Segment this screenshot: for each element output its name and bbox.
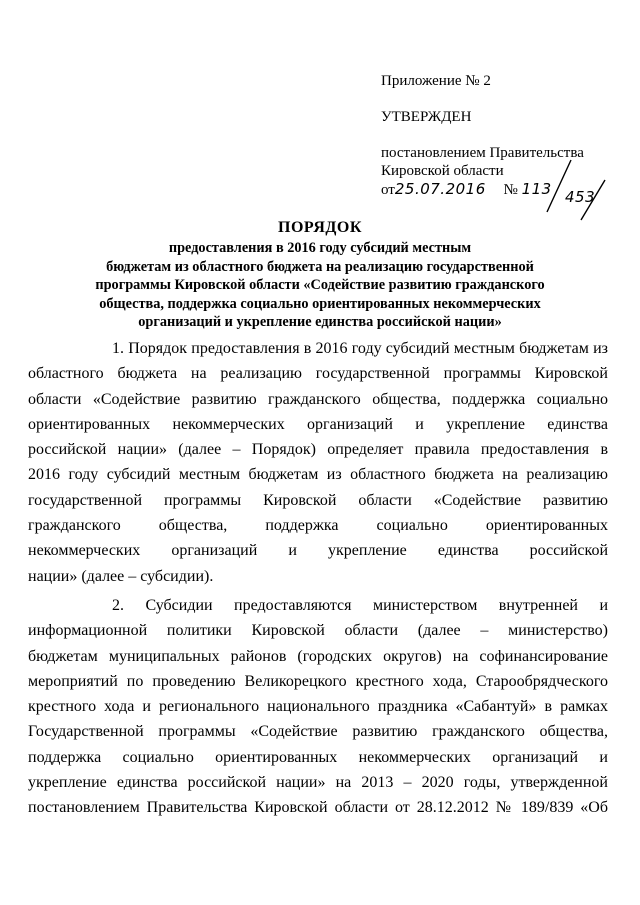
body-line: информационной политики Кировской области (далее – министерство) [28,622,608,640]
body-line: постановлением Правительства Кировской области от 28.12.2012 № 189/839 «Об [28,799,608,817]
resolution-line-1: постановлением Правительства [381,145,584,161]
body-line: 2. Субсидии предоставляются министерством внутренней и [112,596,608,614]
body-line: крестного хода и регионального национального праздника «Сабантуй» в рамках [28,698,608,716]
body-line: нации» (далее – субсидии). [28,567,214,585]
subtitle-line: предоставления в 2016 году субсидий местным [168,240,472,256]
appendix-label: Приложение № 2 [381,73,491,89]
body-line: поддержка социально ориентированных некоммерческих организаций и [28,748,608,766]
handwritten-date: 25.07.2016 [394,180,486,198]
document-body [28,336,608,821]
document-subtitle [0,239,640,332]
body-line: государственной программы Кировской области «Содействие развитию [28,491,608,509]
handwritten-number-2: 453 [565,188,596,206]
body-line: 2016 году субсидий местным бюджетам из областного бюджета на реализацию [28,466,608,484]
body-line: мероприятий по проведению Великорецкого крестного хода, Старообрядческого [28,672,608,690]
approved-label: УТВЕРЖДЕН [381,109,472,125]
body-line: укрепление единства российской нации» на 2013 – 2020 годы, утвержденной [28,774,608,792]
resolution-line-2: Кировской области [381,163,504,179]
document-heading [0,218,640,332]
body-line: российской нации» (далее – Порядок) определяет правила предоставления в [28,441,608,459]
subtitle-line: бюджетам из областного бюджета на реализацию государственной [106,258,534,275]
body-line: Государственной программы «Содействие развитию гражданского общества, [28,723,608,741]
body-line: 1. Порядок предоставления в 2016 году субсидий местным бюджетам из [112,340,608,357]
body-line: бюджетам муниципальных районов (городских округов) на софинансирование [28,647,608,665]
subtitle-line: организаций и укрепление единства российской нации» [138,314,502,331]
document-title: ПОРЯДОК [278,219,362,236]
number-prefix: № [503,182,518,198]
body-line: области «Содействие развитию гражданского общества, поддержка социально [28,390,608,408]
body-line: областного бюджета на реализацию государственной программы Кировской [28,365,608,383]
body-line: некоммерческих организаций и укрепление единства российской [28,542,608,560]
subtitle-line: общества, поддержка социально ориентированных некоммерческих [99,295,541,312]
handwritten-number-1: 113 [521,180,552,198]
body-line: гражданского общества, поддержка социально ориентированных [28,517,608,535]
date-prefix: от [381,182,395,198]
subtitle-line: программы Кировской области «Содействие развитию гражданского [95,277,545,294]
body-line: ориентированных некоммерческих организаций и укрепление единства [28,415,608,433]
